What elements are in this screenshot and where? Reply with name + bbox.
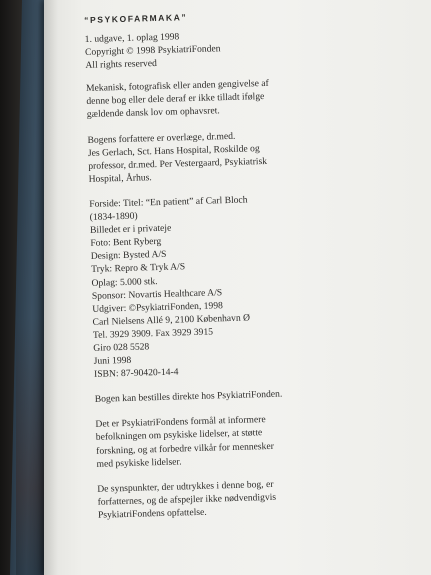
authors-line: professor, dr.med. Per Vestergaard, Psykiatrisk <box>88 155 268 172</box>
purpose-line: forskning, og at forbedre vilkår for mennesker <box>96 440 274 457</box>
credits-line: Udgiver: ©PsykiatriFonden, 1998 <box>92 299 224 315</box>
book-page <box>44 0 431 575</box>
authors-block <box>87 125 388 186</box>
colophon-text <box>84 6 398 534</box>
ordering-block <box>95 385 395 406</box>
credits-line: Billedet er i privateje <box>89 222 172 237</box>
purpose-block <box>95 410 396 471</box>
rights-line: denne bog eller dele deraf er ikke tilladt ifølge <box>86 91 265 108</box>
disclaimer-block <box>97 474 398 522</box>
rights-line: gældende dansk lov om ophavsret. <box>86 105 220 121</box>
purpose-line: befolkningen om psykiske lidelser, at støtte <box>95 427 263 444</box>
credits-line: Tel. 3929 3909. Fax 3929 3915 <box>92 326 214 341</box>
ordering-line: Bogen kan bestilles direkte hos PsykiatriFonden. <box>94 388 283 406</box>
disclaimer-line: De synspunkter, der udtrykkes i denne bog, er <box>97 478 274 495</box>
rights-notice-block <box>86 74 387 122</box>
authors-line: Hospital, Århus. <box>88 172 152 185</box>
credits-line: Sponsor: Novartis Healthcare A/S <box>91 286 223 302</box>
credits-line: Carl Nielsens Allé 9, 2100 København Ø <box>92 312 251 328</box>
authors-line: Bogens forfattere er overlæge, dr.med. <box>87 130 236 146</box>
credits-line: Tryk: Repro & Tryk A/S <box>90 261 186 276</box>
credits-line: (1834-1890) <box>89 210 138 223</box>
book-title: “PSYKOFARMAKA” <box>84 12 188 25</box>
rights-line: Mekanisk, fotografisk eller anden gengivelse af <box>85 78 269 95</box>
credits-line: Design: Bysted A/S <box>90 249 167 263</box>
disclaimer-line: PsykiatriFondens opfattelse. <box>97 506 207 521</box>
credits-line: Forside: Titel: “En patient” af Carl Bloch <box>89 194 248 210</box>
purpose-line: Det er PsykiatriFondens formål at informere <box>95 414 266 431</box>
publication-line: 1. udgave, 1. oplag 1998 <box>84 31 180 45</box>
credits-line: ISBN: 87-90420-14-4 <box>93 366 179 381</box>
credits-line: Oplag: 5.000 stk. <box>91 275 158 289</box>
credits-block <box>89 189 394 381</box>
publication-line: All rights reserved <box>85 58 157 72</box>
publication-line: Copyright © 1998 PsykiatriFonden <box>84 43 221 59</box>
credits-line: Giro 028 5528 <box>93 341 150 354</box>
disclaimer-line: forfatternes, og de afspejler ikke nødvendigvis <box>97 491 277 508</box>
publication-block <box>85 25 386 73</box>
credits-line: Juni 1998 <box>93 354 132 367</box>
credits-line: Foto: Bent Ryberg <box>90 236 162 250</box>
authors-line: Jes Gerlach, Sct. Hans Hospital, Roskilde og <box>87 142 260 159</box>
purpose-line: med psykiske lidelser. <box>96 456 182 470</box>
